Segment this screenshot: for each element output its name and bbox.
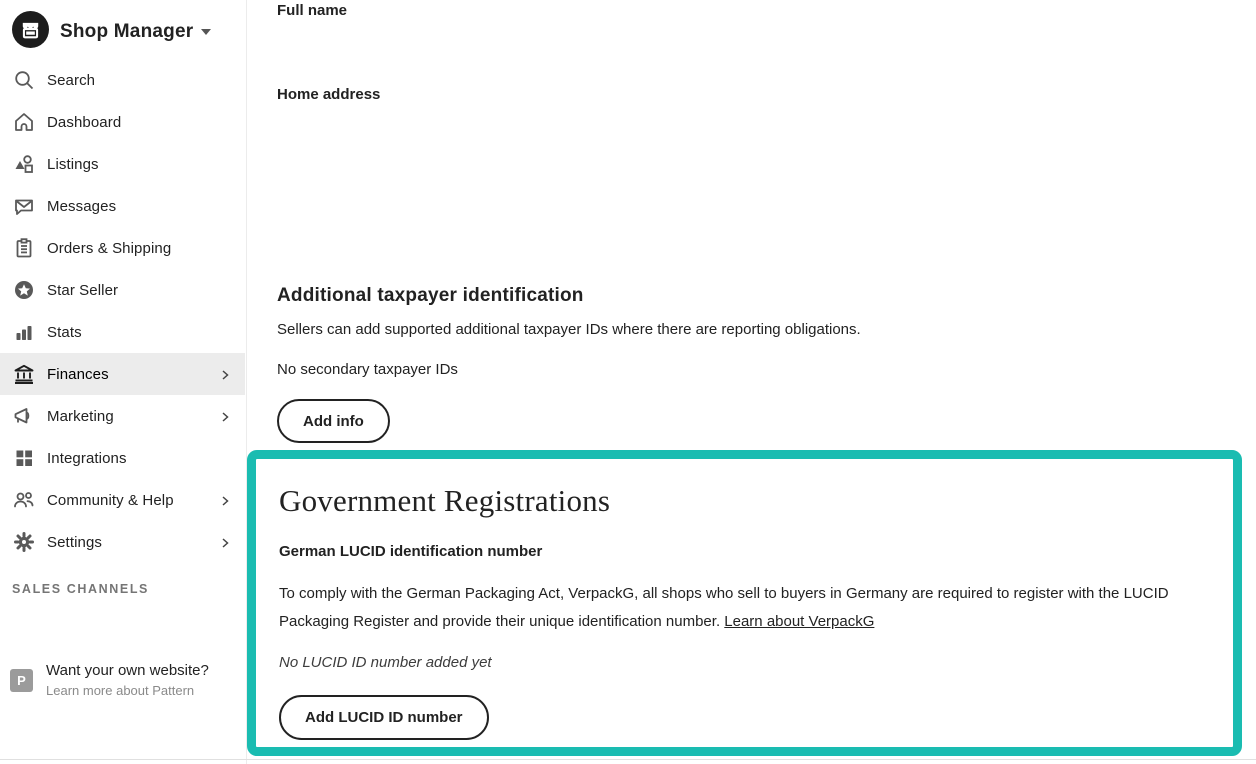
chevron-right-icon: [219, 494, 231, 506]
megaphone-icon: [12, 404, 36, 428]
sidebar-item-integrations[interactable]: [0, 437, 245, 479]
sidebar-item-label: Settings: [47, 533, 102, 551]
government-registrations-card: [247, 450, 1242, 756]
search-icon: [12, 68, 36, 92]
sales-channels-heading: SALES CHANNELS: [12, 582, 149, 596]
home-icon: [12, 110, 36, 134]
lucid-subheading: German LUCID identification number: [279, 543, 543, 560]
sidebar-item-finances[interactable]: [0, 353, 245, 395]
taxpayer-section-heading: Additional taxpayer identification: [277, 285, 584, 306]
chevron-right-icon: [219, 410, 231, 422]
sidebar-item-label: Listings: [47, 155, 99, 173]
sidebar-item-label: Stats: [47, 323, 82, 341]
sidebar-item-stats[interactable]: [0, 311, 245, 353]
sidebar-item-label: Search: [47, 71, 96, 89]
add-info-button[interactable]: Add info: [277, 399, 390, 443]
lucid-description-text: To comply with the German Packaging Act, VerpackG, all shops who sell to buyers in Germany are required to register with the LUCID Packaging Register and provide their unique identification number.: [279, 585, 1169, 630]
chevron-right-icon: [219, 536, 231, 548]
government-registrations-heading: Government Registrations: [279, 483, 611, 518]
main-content: [247, 0, 1256, 764]
sidebar-item-label: Messages: [47, 197, 117, 215]
sidebar-item-marketing[interactable]: [0, 395, 245, 437]
sidebar-item-label: Orders & Shipping: [47, 239, 172, 257]
page-bottom-divider: [0, 759, 1256, 760]
full-name-label: Full name: [277, 2, 348, 19]
shop-manager-menu-button[interactable]: [12, 11, 211, 53]
envelope-icon: [12, 194, 36, 218]
sidebar-item-dashboard[interactable]: [0, 101, 245, 143]
learn-about-verpackg-link[interactable]: Learn about VerpackG: [724, 613, 875, 630]
taxpayer-description: Sellers can add supported additional taxpayer IDs where there are reporting obligations.: [277, 321, 861, 338]
shop-manager-label: Shop Manager: [60, 21, 194, 42]
clipboard-icon: [12, 236, 36, 260]
sidebar-item-listings[interactable]: [0, 143, 245, 185]
sidebar-item-search[interactable]: [0, 59, 245, 101]
taxpayer-status-text: No secondary taxpayer IDs: [277, 361, 458, 378]
lucid-description: [279, 580, 1205, 636]
sidebar-item-label: Finances: [47, 365, 109, 383]
lucid-status-text: No LUCID ID number added yet: [279, 654, 492, 671]
sidebar-item-label: Star Seller: [47, 281, 119, 299]
sidebar: [0, 0, 247, 764]
sidebar-item-community-help[interactable]: [0, 479, 245, 521]
add-lucid-id-button[interactable]: Add LUCID ID number: [279, 695, 489, 740]
shapes-icon: [12, 152, 36, 176]
sidebar-item-label: Dashboard: [47, 113, 122, 131]
sidebar-item-star-seller[interactable]: [0, 269, 245, 311]
etsy-storefront-icon: [12, 11, 49, 53]
chevron-right-icon: [219, 368, 231, 380]
gear-icon: [12, 530, 36, 554]
sidebar-item-settings[interactable]: [0, 521, 245, 563]
pattern-badge-icon: P: [10, 669, 33, 692]
sidebar-item-label: Integrations: [47, 449, 127, 467]
sidebar-nav: [0, 59, 245, 563]
sidebar-item-label: Marketing: [47, 407, 114, 425]
people-icon: [12, 488, 36, 512]
caret-down-icon: [201, 29, 211, 35]
sidebar-item-label: Community & Help: [47, 491, 174, 509]
bank-icon: [12, 362, 36, 386]
pattern-promo-subtitle: Learn more about Pattern: [46, 683, 195, 698]
bar-chart-icon: [12, 320, 36, 344]
sidebar-item-orders-shipping[interactable]: [0, 227, 245, 269]
pattern-promo-title: Want your own website?: [46, 662, 209, 679]
pattern-promo-link[interactable]: [10, 662, 209, 698]
sidebar-item-messages[interactable]: [0, 185, 245, 227]
grid-icon: [12, 446, 36, 470]
star-badge-icon: [12, 278, 36, 302]
home-address-label: Home address: [277, 86, 381, 103]
